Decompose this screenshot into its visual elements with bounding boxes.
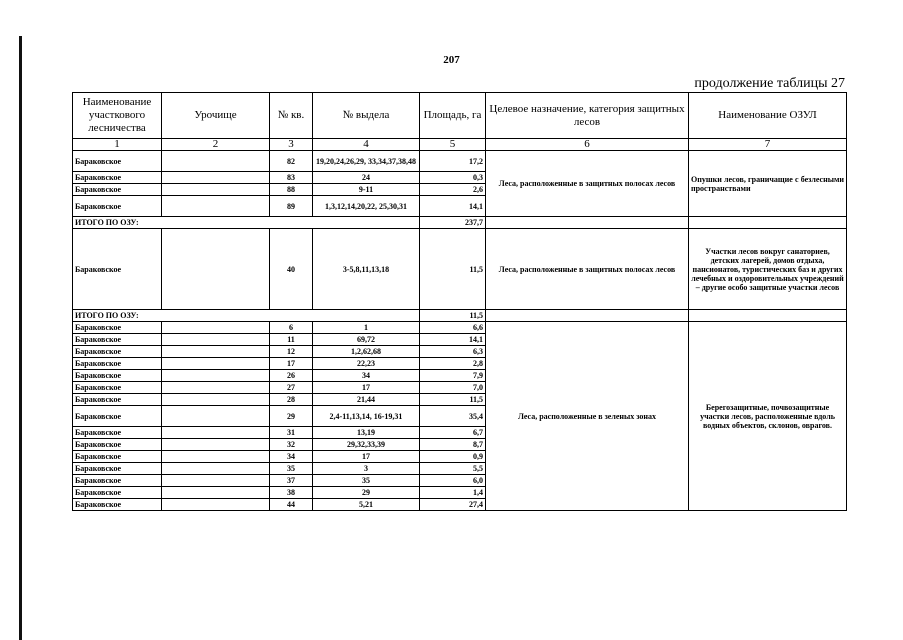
total-area: 11,5 bbox=[420, 310, 486, 322]
page-binding-edge bbox=[19, 36, 22, 640]
total-label: ИТОГО ПО ОЗУ: bbox=[73, 310, 420, 322]
cell-vydel: 19,20,24,26,29, 33,34,37,38,48 bbox=[313, 151, 420, 172]
empty-cell bbox=[689, 217, 847, 229]
cell-vydel: 22,23 bbox=[313, 358, 420, 370]
cell-kv: 17 bbox=[270, 358, 313, 370]
forest-table bbox=[72, 92, 847, 511]
cell-kv: 29 bbox=[270, 406, 313, 427]
empty-cell bbox=[689, 310, 847, 322]
cell-kv: 89 bbox=[270, 196, 313, 217]
cell-vydel: 13,19 bbox=[313, 427, 420, 439]
cell-forestry: Бараковское bbox=[73, 427, 162, 439]
column-number: 6 bbox=[486, 139, 689, 151]
cell-kv: 26 bbox=[270, 370, 313, 382]
cell-tract bbox=[162, 439, 270, 451]
cell-tract bbox=[162, 382, 270, 394]
column-number: 1 bbox=[73, 139, 162, 151]
header-row bbox=[73, 93, 847, 139]
cell-forestry: Бараковское bbox=[73, 439, 162, 451]
cell-vydel: 24 bbox=[313, 172, 420, 184]
cell-forestry: Бараковское bbox=[73, 229, 162, 310]
cell-forestry: Бараковское bbox=[73, 475, 162, 487]
total-label: ИТОГО ПО ОЗУ: bbox=[73, 217, 420, 229]
cell-forestry: Бараковское bbox=[73, 151, 162, 172]
cell-vydel: 1,3,12,14,20,22, 25,30,31 bbox=[313, 196, 420, 217]
header-vydel: № выдела bbox=[313, 93, 420, 139]
cell-tract bbox=[162, 499, 270, 511]
total-area: 237,7 bbox=[420, 217, 486, 229]
cell-area: 2,8 bbox=[420, 358, 486, 370]
cell-ozul: Берегозащитные, почвозащитные участки лесов, расположенные вдоль водных объектов, склонов, оврагов. bbox=[689, 322, 847, 511]
cell-area: 0,9 bbox=[420, 451, 486, 463]
column-number: 2 bbox=[162, 139, 270, 151]
column-number: 3 bbox=[270, 139, 313, 151]
total-row bbox=[73, 310, 847, 322]
cell-purpose: Леса, расположенные в защитных полосах лесов bbox=[486, 151, 689, 217]
table-row bbox=[73, 229, 847, 310]
cell-kv: 38 bbox=[270, 487, 313, 499]
empty-cell bbox=[486, 217, 689, 229]
cell-kv: 32 bbox=[270, 439, 313, 451]
table-row bbox=[73, 322, 847, 334]
cell-kv: 82 bbox=[270, 151, 313, 172]
cell-forestry: Бараковское bbox=[73, 382, 162, 394]
cell-vydel: 17 bbox=[313, 451, 420, 463]
cell-tract bbox=[162, 406, 270, 427]
cell-area: 5,5 bbox=[420, 463, 486, 475]
cell-tract bbox=[162, 196, 270, 217]
cell-area: 2,6 bbox=[420, 184, 486, 196]
cell-kv: 6 bbox=[270, 322, 313, 334]
header-tract: Урочище bbox=[162, 93, 270, 139]
cell-area: 17,2 bbox=[420, 151, 486, 172]
total-row bbox=[73, 217, 847, 229]
page-number: 207 bbox=[443, 54, 460, 66]
cell-vydel: 5,21 bbox=[313, 499, 420, 511]
cell-area: 1,4 bbox=[420, 487, 486, 499]
cell-forestry: Бараковское bbox=[73, 406, 162, 427]
cell-vydel: 29 bbox=[313, 487, 420, 499]
header-forestry: Наименование участкового лесничества bbox=[73, 93, 162, 139]
cell-area: 7,0 bbox=[420, 382, 486, 394]
cell-kv: 27 bbox=[270, 382, 313, 394]
cell-vydel: 1 bbox=[313, 322, 420, 334]
cell-kv: 88 bbox=[270, 184, 313, 196]
header-kv: № кв. bbox=[270, 93, 313, 139]
cell-kv: 40 bbox=[270, 229, 313, 310]
cell-tract bbox=[162, 334, 270, 346]
cell-forestry: Бараковское bbox=[73, 196, 162, 217]
cell-kv: 44 bbox=[270, 499, 313, 511]
cell-tract bbox=[162, 427, 270, 439]
cell-area: 6,7 bbox=[420, 427, 486, 439]
cell-tract bbox=[162, 451, 270, 463]
cell-area: 35,4 bbox=[420, 406, 486, 427]
cell-vydel: 29,32,33,39 bbox=[313, 439, 420, 451]
cell-tract bbox=[162, 394, 270, 406]
cell-vydel: 3-5,8,11,13,18 bbox=[313, 229, 420, 310]
cell-forestry: Бараковское bbox=[73, 451, 162, 463]
cell-vydel: 3 bbox=[313, 463, 420, 475]
cell-tract bbox=[162, 463, 270, 475]
empty-cell bbox=[486, 310, 689, 322]
cell-area: 8,7 bbox=[420, 439, 486, 451]
table-row bbox=[73, 151, 847, 172]
cell-vydel: 34 bbox=[313, 370, 420, 382]
cell-forestry: Бараковское bbox=[73, 358, 162, 370]
cell-area: 27,4 bbox=[420, 499, 486, 511]
cell-tract bbox=[162, 151, 270, 172]
cell-area: 6,6 bbox=[420, 322, 486, 334]
cell-kv: 12 bbox=[270, 346, 313, 358]
cell-area: 11,5 bbox=[420, 229, 486, 310]
table-caption: продолжение таблицы 27 bbox=[694, 76, 845, 91]
header-ozul: Наименование ОЗУЛ bbox=[689, 93, 847, 139]
column-number: 5 bbox=[420, 139, 486, 151]
cell-forestry: Бараковское bbox=[73, 334, 162, 346]
cell-vydel: 1,2,62,68 bbox=[313, 346, 420, 358]
cell-tract bbox=[162, 475, 270, 487]
cell-tract bbox=[162, 184, 270, 196]
cell-forestry: Бараковское bbox=[73, 346, 162, 358]
cell-vydel: 35 bbox=[313, 475, 420, 487]
cell-kv: 31 bbox=[270, 427, 313, 439]
cell-tract bbox=[162, 487, 270, 499]
cell-area: 6,0 bbox=[420, 475, 486, 487]
cell-forestry: Бараковское bbox=[73, 370, 162, 382]
cell-ozul: Опушки лесов, граничащие с безлесными пространствами bbox=[689, 151, 847, 217]
cell-kv: 28 bbox=[270, 394, 313, 406]
header-area: Площадь, га bbox=[420, 93, 486, 139]
cell-forestry: Бараковское bbox=[73, 463, 162, 475]
cell-kv: 37 bbox=[270, 475, 313, 487]
cell-tract bbox=[162, 172, 270, 184]
cell-area: 7,9 bbox=[420, 370, 486, 382]
cell-forestry: Бараковское bbox=[73, 499, 162, 511]
cell-purpose: Леса, расположенные в зеленых зонах bbox=[486, 322, 689, 511]
cell-forestry: Бараковское bbox=[73, 322, 162, 334]
cell-area: 6,3 bbox=[420, 346, 486, 358]
cell-forestry: Бараковское bbox=[73, 184, 162, 196]
cell-tract bbox=[162, 370, 270, 382]
cell-tract bbox=[162, 229, 270, 310]
column-number: 7 bbox=[689, 139, 847, 151]
cell-vydel: 69,72 bbox=[313, 334, 420, 346]
cell-kv: 83 bbox=[270, 172, 313, 184]
cell-forestry: Бараковское bbox=[73, 394, 162, 406]
cell-vydel: 2,4-11,13,14, 16-19,31 bbox=[313, 406, 420, 427]
cell-tract bbox=[162, 358, 270, 370]
cell-kv: 34 bbox=[270, 451, 313, 463]
column-number: 4 bbox=[313, 139, 420, 151]
column-number-row bbox=[73, 139, 847, 151]
cell-area: 0,3 bbox=[420, 172, 486, 184]
cell-forestry: Бараковское bbox=[73, 487, 162, 499]
cell-ozul: Участки лесов вокруг санаториев, детских лагерей, домов отдыха, пансионатов, туристических баз и других лечебных и оздоровительных учреждений – другие особо защитные участки лесов bbox=[689, 229, 847, 310]
cell-vydel: 17 bbox=[313, 382, 420, 394]
cell-area: 14,1 bbox=[420, 196, 486, 217]
cell-kv: 35 bbox=[270, 463, 313, 475]
cell-tract bbox=[162, 322, 270, 334]
cell-tract bbox=[162, 346, 270, 358]
cell-forestry: Бараковское bbox=[73, 172, 162, 184]
cell-purpose: Леса, расположенные в защитных полосах лесов bbox=[486, 229, 689, 310]
cell-vydel: 21,44 bbox=[313, 394, 420, 406]
cell-area: 14,1 bbox=[420, 334, 486, 346]
cell-area: 11,5 bbox=[420, 394, 486, 406]
header-purpose: Целевое назначение, категория защитных лесов bbox=[486, 93, 689, 139]
cell-vydel: 9-11 bbox=[313, 184, 420, 196]
cell-kv: 11 bbox=[270, 334, 313, 346]
